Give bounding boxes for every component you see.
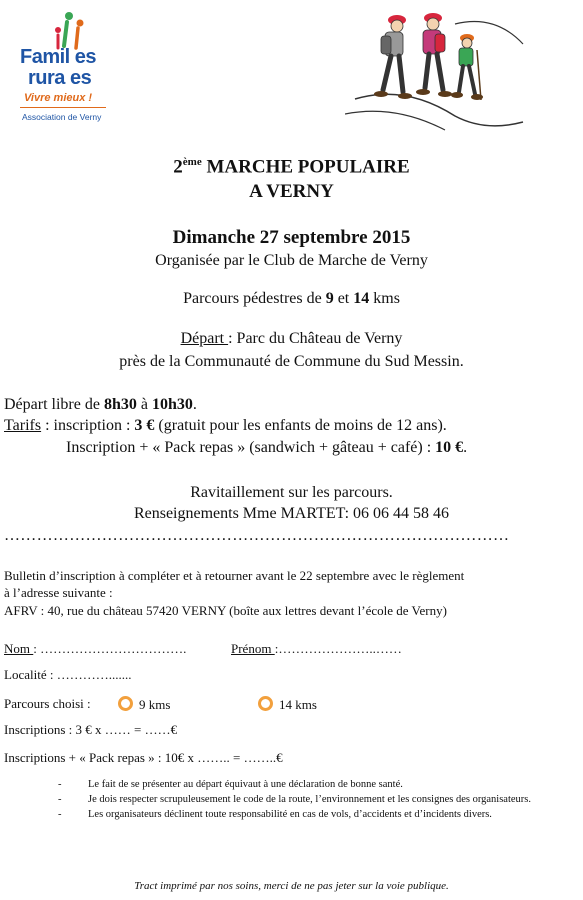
bulletin-address: AFRV : 40, rue du château 57420 VERNY (boîte aux lettres devant l’école de Verny) [4,603,447,618]
list-bullet: - [58,779,62,790]
logo-association: Association de Verny [22,112,102,122]
logo-figures-icon [14,10,114,50]
note-text: Les organisateurs déclinent toute responsabilité en cas de vols, d’accidents et d’incidents divers. [88,809,492,820]
depart-label: Départ [180,330,229,347]
bulletin-instructions-2: à l’adresse suivante : [4,585,113,600]
depart-text: : Parc du Château de Verny [228,330,403,347]
tarif-pack-repas: 10 € [435,439,464,456]
parcours-text-mid: et [333,290,354,307]
tarifs-note: (gratuit pour les enfants de moins de 12 ans). [154,417,447,434]
prenom-blank: :…………………..…… [274,641,402,656]
parcours-option-14km[interactable] [258,696,317,713]
parcours-distance-2: 14 [353,290,370,307]
bulletin-instructions: Bulletin d’inscription à compléter et à retourner avant le 22 septembre avec le règlement [4,568,465,583]
familles-rurales-logo [14,10,114,120]
prenom-field[interactable] [231,641,402,657]
start-times [4,396,197,414]
list-item [58,808,558,822]
logo-line1: Famil es [20,46,97,68]
option-9km-label: 9 kms [139,697,171,712]
title-ordinal: 2 [173,156,183,178]
conditions-list [58,778,558,823]
ravitaillement: Ravitaillement sur les parcours. [190,484,393,501]
hikers-illustration-icon [345,4,527,134]
nom-field[interactable] [4,641,186,657]
renseignements: Renseignements Mme MARTET: 06 06 44 58 46 [133,505,450,522]
depart-location-detail: près de la Communauté de Commune du Sud Messin. [119,353,464,370]
note-text: Je dois respecter scrupuleusement le code de la route, l’environnement et les consignes des organisateurs. [88,794,531,805]
start-times-end: . [192,396,197,413]
depart-location [0,330,583,348]
parcours-text-before: Parcours pédestres de [183,290,326,307]
start-times-mid: à [136,396,152,413]
tarif-inscription: 3 € [134,417,155,434]
list-bullet: - [58,794,62,805]
list-item [58,793,558,807]
pack-repas-end: . [463,439,468,456]
parcours-distance-1: 9 [325,290,334,307]
nom-label: Nom [4,641,34,656]
logo-slogan: Vivre mieux ! [24,92,93,104]
parcours-text-after: kms [369,290,400,307]
tarifs-line [4,417,447,435]
footer-note: Tract imprimé par nos soins, merci de ne pas jeter sur la voie publique. [134,880,449,892]
parcours-distances [0,290,583,308]
event-title-line1 [0,156,583,178]
localite-field[interactable]: Localité : …………....... [4,667,132,682]
event-organiser: Organisée par le Club de Marche de Verny [155,252,428,269]
start-times-text: Départ libre de [4,396,104,413]
parcours-choice-label: Parcours choisi : [4,696,91,711]
prenom-label: Prénom [231,641,275,656]
tarifs-label: Tarifs [4,417,42,434]
option-14km-label: 14 kms [279,697,317,712]
start-time-from: 8h30 [103,396,137,413]
list-item [58,778,558,792]
start-time-to: 10h30 [151,396,193,413]
nom-blank: : ……………………………. [33,641,187,656]
radio-circle-icon[interactable] [258,696,273,711]
title-ordinal-suffix: ème [182,156,202,168]
pack-repas-line [66,439,467,457]
pack-repas-text: Inscription + « Pack repas » (sandwich + gâteau + café) : [66,439,436,456]
title-text: MARCHE POPULAIRE [201,156,410,178]
tarifs-text: : inscription : [41,417,135,434]
cut-line-separator: ………………………………………………………………………………… [4,527,510,544]
inscriptions-pack-field[interactable]: Inscriptions + « Pack repas » : 10€ x …….. = ……..€ [4,750,283,765]
event-date: Dimanche 27 septembre 2015 [172,227,411,248]
event-title-line2: A VERNY [249,181,334,202]
inscriptions-field[interactable]: Inscriptions : 3 € x …… = ……€ [4,722,178,737]
logo-line2: rura es [28,67,92,89]
list-bullet: - [58,809,62,820]
parcours-option-9km[interactable] [118,696,170,713]
logo-divider [20,107,106,108]
radio-circle-icon[interactable] [118,696,133,711]
note-text: Le fait de se présenter au départ équivaut à une déclaration de bonne santé. [88,779,403,790]
